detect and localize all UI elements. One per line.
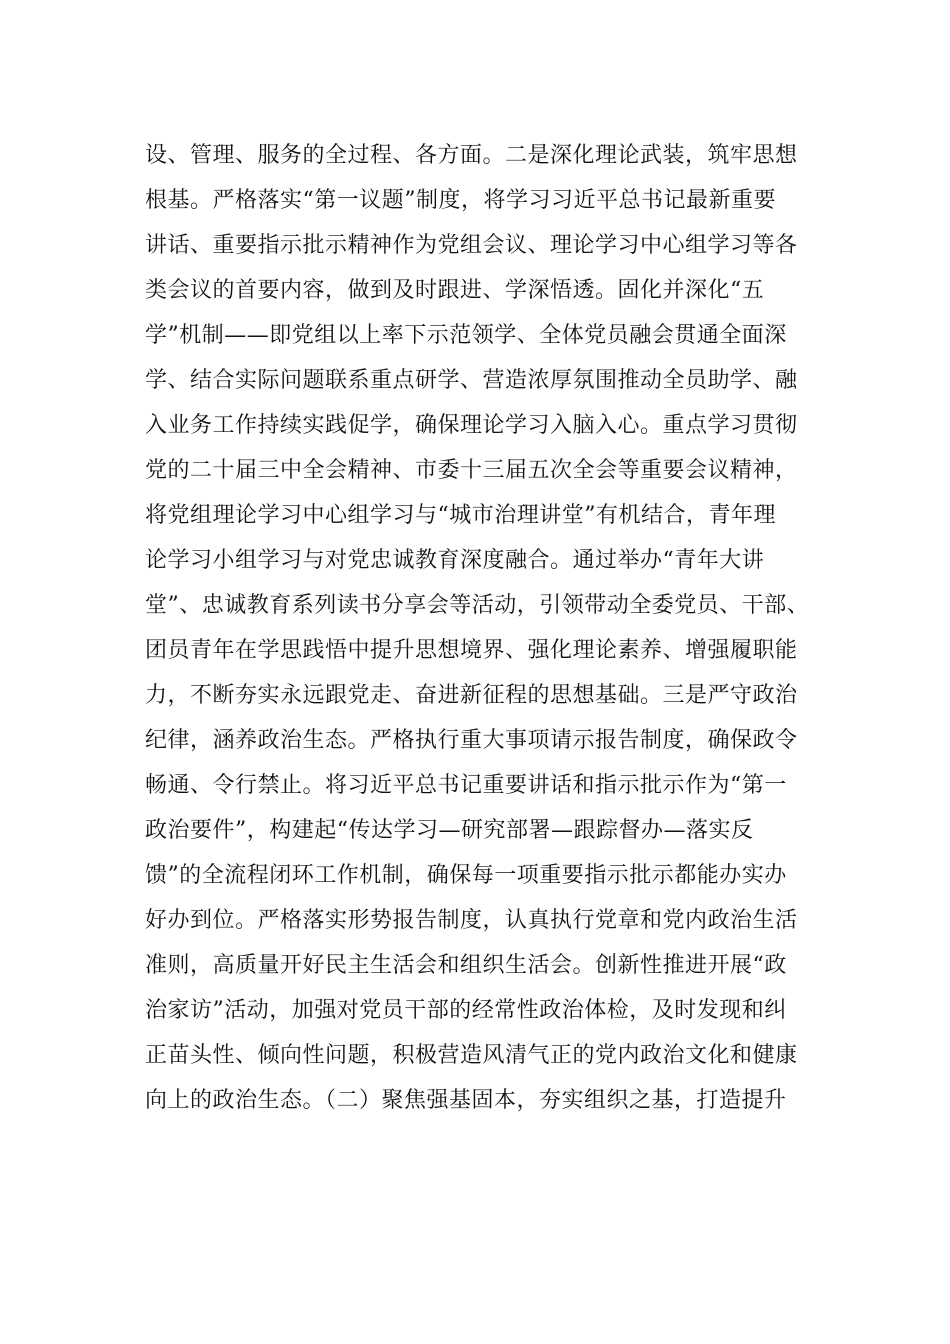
text-line: 力，不断夯实永远跟党走、奋进新征程的思想基础。三是严守政治 xyxy=(145,683,798,708)
text-line: 正苗头性、倾向性问题，积极营造风清气正的党内政治文化和健康 xyxy=(145,1043,798,1068)
text-line: 向上的政治生态。（二）聚焦强基固本，夯实组织之基，打造提升 xyxy=(145,1088,787,1113)
text-line: 团员青年在学思践悟中提升思想境界、强化理论素养、增强履职能 xyxy=(145,638,798,663)
text-line: 将党组理论学习中心组学习与“城市治理讲堂”有机结合，青年理 xyxy=(145,503,776,528)
text-line: 党的二十届三中全会精神、市委十三届五次全会等重要会议精神， xyxy=(145,458,798,483)
text-line: 治家访”活动，加强对党员干部的经常性政治体检，及时发现和纠 xyxy=(145,998,787,1023)
text-line: 讲话、重要指示批示精神作为党组会议、理论学习中心组学习等各 xyxy=(145,233,798,258)
text-line: 纪律，涵养政治生态。严格执行重大事项请示报告制度，确保政令 xyxy=(145,728,798,753)
text-line: 入业务工作持续实践促学，确保理论学习入脑入心。重点学习贯彻 xyxy=(145,413,798,438)
text-line: 学、结合实际问题联系重点研学、营造浓厚氛围推动全员助学、融 xyxy=(145,368,798,393)
text-line: 设、管理、服务的全过程、各方面。二是深化理论武装，筑牢思想 xyxy=(145,143,798,168)
text-line: 馈”的全流程闭环工作机制，确保每一项重要指示批示都能办实办 xyxy=(145,863,787,888)
text-line: 堂”、忠诚教育系列读书分享会等活动，引领带动全委党员、干部、 xyxy=(145,593,810,618)
text-line: 根基。严格落实“第一议题”制度，将学习习近平总书记最新重要 xyxy=(145,188,776,213)
text-line: 好办到位。严格落实形势报告制度，认真执行党章和党内政治生活 xyxy=(145,908,798,933)
text-line: 畅通、令行禁止。将习近平总书记重要讲话和指示批示作为“第一 xyxy=(145,773,787,798)
text-line: 论学习小组学习与对党忠诚教育深度融合。通过举办“青年大讲 xyxy=(145,548,765,573)
text-line: 政治要件”，构建起“传达学习—研究部署—跟踪督办—落实反 xyxy=(145,818,754,843)
text-line: 类会议的首要内容，做到及时跟进、学深悟透。固化并深化“五 xyxy=(145,278,765,303)
text-line: 准则，高质量开好民主生活会和组织生活会。创新性推进开展“政 xyxy=(145,953,787,978)
text-line: 学”机制——即党组以上率下示范领学、全体党员融会贯通全面深 xyxy=(145,323,787,348)
body-text xyxy=(145,133,825,1123)
